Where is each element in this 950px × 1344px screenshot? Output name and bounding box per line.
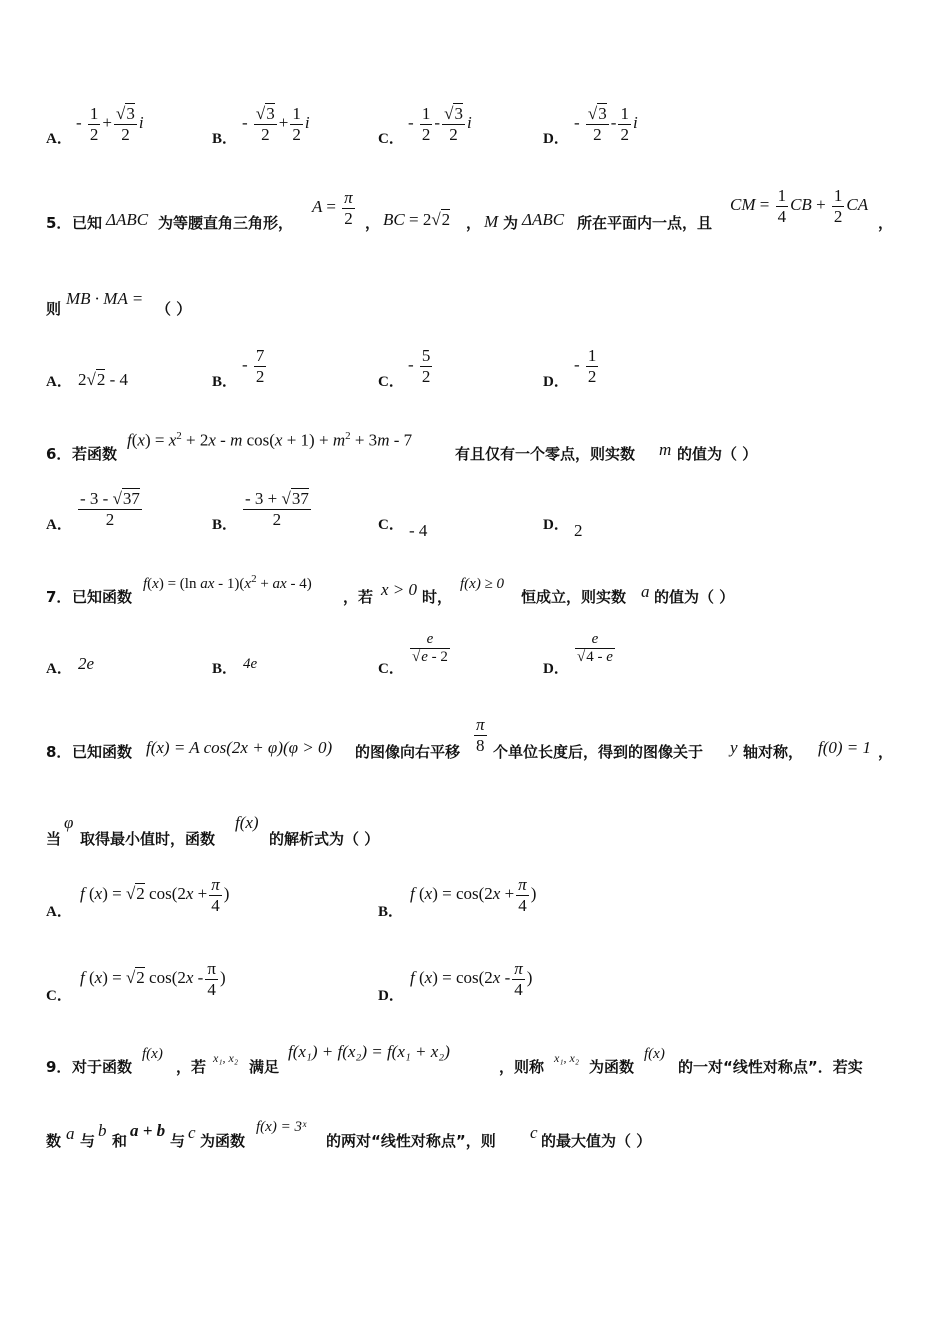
q8-function: f(x) = A cos(2x + φ)(φ > 0)	[146, 738, 333, 757]
q9-text-8: 与	[80, 1132, 96, 1150]
q6-option-c-label[interactable]: C．	[378, 517, 404, 533]
q8-option-c-expr: f (x) = √2 cos(2x - $\frac{\pi}{4}$ )	[80, 959, 226, 999]
q9-text-13: 的最大值为（ ）	[541, 1132, 652, 1150]
q7-text-2: ，若	[343, 588, 374, 606]
q5-option-a-label[interactable]: A．	[46, 374, 72, 390]
q9-function: f(x) = 3ˣ	[256, 1119, 307, 1135]
q7-text-5: 的值为（ ）	[654, 588, 735, 606]
q9-number: 9．	[46, 1058, 72, 1076]
q9-text-5: 为函数	[589, 1058, 635, 1076]
q5-option-d-label[interactable]: D．	[543, 374, 569, 390]
q9-text-10: 与	[170, 1132, 186, 1150]
q6-option-b-label[interactable]: B．	[212, 517, 238, 533]
q8-fx: f(x)	[235, 813, 259, 832]
q7-text-1: 已知函数	[72, 588, 133, 606]
q8-text-6: 取得最小值时，函数	[80, 830, 216, 848]
q8-phi: φ	[64, 813, 74, 832]
q7-option-b-label[interactable]: B．	[212, 661, 238, 677]
q5-text-3: 为	[503, 214, 519, 232]
q7-inequality: f(x) ≥ 0	[460, 576, 505, 592]
q7-option-a-expr: 2e	[78, 654, 95, 673]
q5-text-5: 则	[46, 300, 62, 318]
q6-text-3: 的值为（ ）	[677, 445, 758, 463]
q8-text-1: 已知函数	[72, 743, 133, 761]
q9-var-c-2: c	[530, 1123, 538, 1142]
q5-text-2: 为等腰直角三角形，	[158, 214, 294, 232]
q5-dot-product: MB · MA =	[66, 289, 144, 308]
q8-text-5: 当	[46, 830, 62, 848]
q5-point: M	[484, 212, 499, 231]
q7-number: 7．	[46, 588, 72, 606]
q4-option-d-label[interactable]: D．	[543, 131, 569, 147]
q5-vector-equation: CM = $\frac{1}{4}$ CB + $\frac{1}{2}$ CA	[730, 186, 869, 226]
q7-text-3: 时，	[422, 588, 453, 606]
q8-sep: ，	[878, 743, 894, 761]
q6-option-d-label[interactable]: D．	[543, 517, 569, 533]
q9-equation: f(x₁) + f(x₂) = f(x₁ + x₂)	[288, 1042, 450, 1061]
q9-var-b: b	[98, 1121, 107, 1140]
q9-text-2: ，若	[176, 1058, 207, 1076]
q9-fx-2: f(x)	[644, 1046, 665, 1062]
q6-function: $f(x) = x^2 + 2x - m$ $\cos(x + 1) + m^2 + 3m - 7$	[127, 430, 413, 450]
q8-text-3: 个单位长度后，得到的图像关于	[493, 743, 704, 761]
q6-option-c-expr: - 4	[409, 521, 428, 540]
q4-option-d-expr: - $\frac{√3}{2}$ - $\frac{1}{2}$ i	[574, 104, 638, 144]
q5-angle: A = $\frac{\pi}{2}$	[312, 188, 353, 228]
q9-fx: f(x)	[142, 1046, 163, 1062]
q5-triangle-2: ΔABC	[522, 210, 565, 229]
q6-option-b-expr: $\frac{- 3 + √37}{2}$	[245, 489, 309, 529]
q8-option-b-expr: f (x) = cos(2x + $\frac{\pi}{4}$ )	[410, 875, 537, 915]
q5-triangle: ΔABC	[106, 210, 149, 229]
q7-option-c-label[interactable]: C．	[378, 661, 404, 677]
q4-option-c-label[interactable]: C．	[378, 131, 404, 147]
q9-text-1: 对于函数	[72, 1058, 133, 1076]
q4-option-a-expr: - $\frac{1}{2}$ + $\frac{√3}{2}$ i	[76, 104, 144, 144]
q5-number: 5．	[46, 214, 72, 232]
q8-option-d-expr: f (x) = cos(2x - $\frac{\pi}{4}$ )	[410, 959, 533, 999]
q7-condition: x > 0	[381, 580, 418, 599]
q5-option-a-expr: 2√2 - 4	[78, 370, 129, 389]
q4-option-c-expr: - $\frac{1}{2}$ - $\frac{√3}{2}$ i	[408, 104, 472, 144]
q9-points: x₁, x₂	[213, 1051, 238, 1065]
q6-option-a-expr: $\frac{- 3 - √37}{2}$	[80, 489, 140, 529]
q5-text-4: 所在平面内一点，且	[577, 214, 713, 232]
q7-option-c-expr: $\frac{e}{√e - 2}$	[412, 631, 448, 666]
q7-var-a: a	[641, 582, 650, 601]
q5-option-b-expr: - $\frac{7}{2}$	[242, 346, 265, 386]
q7-text-4: 恒成立，则实数	[521, 588, 627, 606]
q5-option-b-label[interactable]: B．	[212, 374, 238, 390]
q7-option-b-expr: 4e	[243, 656, 258, 672]
q6-number: 6．	[46, 445, 72, 463]
q5-option-c-label[interactable]: C．	[378, 374, 404, 390]
q9-text-11: 为函数	[200, 1132, 246, 1150]
q5-sep-2: ，	[466, 214, 482, 232]
q9-a-plus-b: a + b	[130, 1121, 166, 1140]
q8-number: 8．	[46, 743, 72, 761]
q4-option-b-expr: - $\frac{√3}{2}$ + $\frac{1}{2}$ i	[242, 104, 310, 144]
q6-text-1: 若函数	[72, 445, 118, 463]
q5-option-c-expr: - $\frac{5}{2}$	[408, 346, 431, 386]
q8-option-a-expr: f (x) = √2 cos(2x + $\frac{\pi}{4}$ )	[80, 875, 230, 915]
q8-axis-y: y	[730, 738, 738, 757]
q8-text-2: 的图像向右平移	[355, 743, 461, 761]
q9-text-4: ，则称	[499, 1058, 545, 1076]
q8-option-d-label[interactable]: D．	[378, 988, 404, 1004]
q8-option-a-label[interactable]: A．	[46, 904, 72, 920]
q9-text-12: 的两对“线性对称点”，则	[326, 1132, 496, 1150]
q8-shift: $\frac{\pi}{8}$	[476, 715, 485, 755]
q5-option-d-expr: - $\frac{1}{2}$	[574, 346, 597, 386]
q7-option-d-expr: $\frac{e}{√4 - e}$	[577, 631, 613, 666]
q8-option-b-label[interactable]: B．	[378, 904, 404, 920]
q6-option-a-label[interactable]: A．	[46, 517, 72, 533]
q6-var-m: m	[659, 440, 672, 459]
q5-text-6: （ ）	[156, 300, 192, 318]
q4-option-b-label[interactable]: B．	[212, 131, 238, 147]
q8-text-4: 轴对称，	[743, 743, 804, 761]
q7-option-d-label[interactable]: D．	[543, 661, 569, 677]
q8-option-c-label[interactable]: C．	[46, 988, 72, 1004]
q9-text-9: 和	[112, 1132, 128, 1150]
q6-option-d-expr: 2	[574, 521, 583, 540]
q7-option-a-label[interactable]: A．	[46, 661, 72, 677]
q7-function: f(x) = (ln ax - $1)(x^2$ + ax - 4)	[143, 573, 312, 592]
q9-points-2: x₁, x₂	[554, 1051, 579, 1065]
q6-text-2: 有且仅有一个零点，则实数	[455, 445, 636, 463]
q9-text-3: 满足	[249, 1058, 280, 1076]
q9-text-7: 数	[46, 1132, 62, 1150]
q9-var-c: c	[188, 1123, 196, 1142]
q5-sep-3: ，	[878, 214, 894, 232]
q5-bc: BC = 2√2	[383, 210, 451, 229]
q9-var-a: a	[66, 1124, 75, 1143]
q5-sep-1: ，	[365, 214, 381, 232]
q9-text-6: 的一对“线性对称点”．若实	[678, 1058, 863, 1076]
q5-text-1: 已知	[72, 214, 103, 232]
q4-option-a-label[interactable]: A．	[46, 131, 72, 147]
q8-value: f(0) = 1	[818, 738, 872, 757]
q8-text-7: 的解析式为（ ）	[269, 830, 380, 848]
